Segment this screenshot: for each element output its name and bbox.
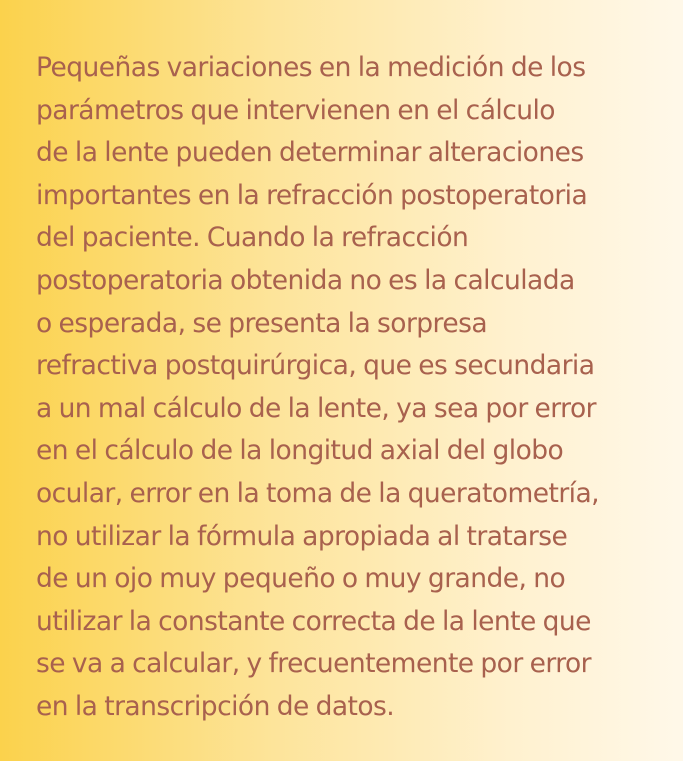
paragraph-line: a un mal cálculo de la lente, ya sea por error (36, 392, 596, 424)
paragraph-line: utilizar la constante correcta de la lente que (36, 605, 591, 637)
paragraph-line: en la transcripción de datos. (36, 690, 395, 722)
paragraph-line: Pequeñas variaciones en la medición de los (36, 52, 586, 83)
paragraph-line: del paciente. Cuando la refracción (36, 222, 469, 254)
paragraph-line: en el cálculo de la longitud axial del globo (36, 435, 564, 467)
paragraph-line: o esperada, se presenta la sorpresa (36, 307, 488, 339)
paragraph-line: de un ojo muy pequeño o muy grande, no (36, 563, 566, 595)
paragraph-line: parámetros que intervienen en el cálculo (36, 94, 555, 126)
paragraph-line: de la lente pueden determinar alteraciones (36, 137, 584, 169)
paragraph-line: refractiva postquirúrgica, que es secundaria (36, 350, 595, 382)
paragraph-line: importantes en la refracción postoperatoria (36, 179, 588, 211)
paragraph-line: ocular, error en la toma de la queratometría, (36, 477, 600, 509)
paragraph-line: se va a calcular, y frecuentemente por error (36, 648, 591, 680)
paragraph-line: postoperatoria obtenida no es la calculada (36, 264, 575, 296)
paragraph-line: no utilizar la fórmula apropiada al tratarse (36, 520, 568, 552)
body-paragraph (36, 47, 672, 729)
